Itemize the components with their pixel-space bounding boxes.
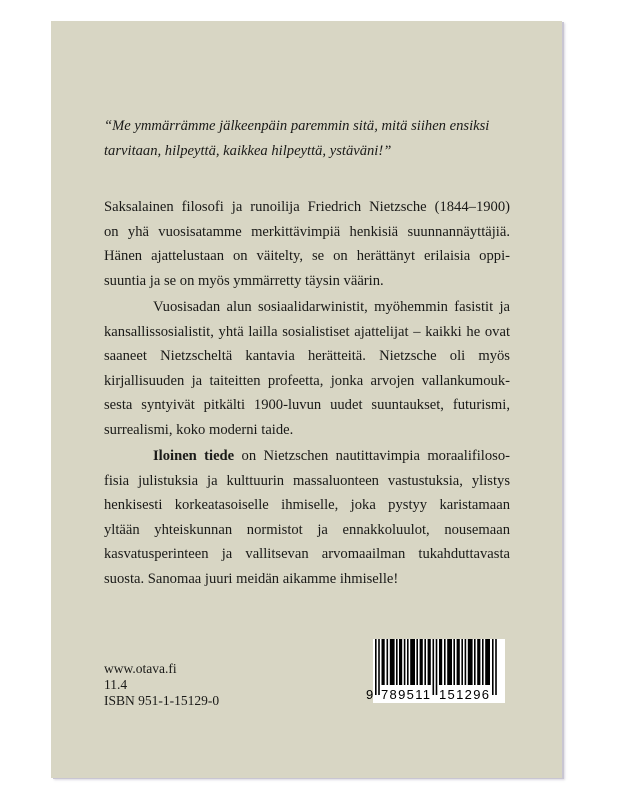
paragraph-intro [104,195,510,293]
text-line: fisia julistuksia ja kulttuurin massaluonteen vastustuksia, ylistys [104,472,510,489]
svg-text:789511: 789511 [381,687,430,702]
quote-line: tarvitaan, hilpeyttä, kaikkea hilpeyttä, ystäväni!” [104,142,392,159]
svg-text:151296: 151296 [439,687,489,702]
text-line: suuntia ja se on myös ymmärretty täysin väärin. [104,272,384,289]
text-line: on yhä vuosisatamme merkittävimpiä henkisiä suunnannäyttäjiä. [104,223,510,240]
isbn-barcode [365,639,505,703]
paragraph-book-description [104,444,510,591]
blurb-body [104,195,510,592]
text-line: Saksalainen filosofi ja runoilija Friedrich Nietzsche (1844–1900) [104,199,510,215]
text-line: kasvatusperinteen ja vallitsevan arvomaailman tukahduttavasta [104,546,510,562]
text-line: yltään yhteiskunnan normistot ja ennakkoluulot, nousemaan [104,521,510,538]
text-line: Vuosisadan alun sosiaalidarwinistit, myöhemmin fasistit ja [153,299,510,315]
text-line: sesta syntyivät pitkälti 1900-luvun uudet suuntaukset, futurismi, [104,397,510,413]
paragraph-influence [104,295,510,442]
product-code: 11.4 [104,677,128,692]
text-line: kansallissosialistit, yhtä lailla sosialistiset ajattelijat – kaikki he ovat [104,323,510,340]
text-line: henkisesti korkeatasoiselle ihmiselle, joka pystyy karistamaan [104,497,510,513]
text-line [104,444,510,469]
text-line: saaneet Nietzscheltä kantavia herätteitä. Nietzsche oli myös [104,348,510,364]
book-back-cover [51,21,562,778]
text-line: suosta. Sanomaa juuri meidän aikamme ihmiselle! [104,570,399,587]
barcode-icon [365,639,505,703]
book-title: Iloinen tiede [153,448,235,464]
publisher-website: www.otava.fi [104,661,177,676]
svg-text:9: 9 [366,687,374,702]
publisher-info [104,661,219,709]
isbn-number: ISBN 951-1-15129-0 [104,693,220,708]
text-line: Hänen ajattelustaan on väitelty, se on herättänyt erilaisia oppi- [104,248,510,264]
epigraph-quote [104,114,510,163]
text-line: kirjallisuuden ja taiteitten profeetta, jonka arvojen vallankumouk- [104,372,510,389]
quote-line: “Me ymmärrämme jälkeenpäin paremmin sitä, mitä siihen ensiksi [104,118,490,134]
text-fragment: on Nietzschen nautittavimpia moraalifiloso- [234,448,510,464]
text-line: surrealismi, koko moderni taide. [104,421,294,438]
